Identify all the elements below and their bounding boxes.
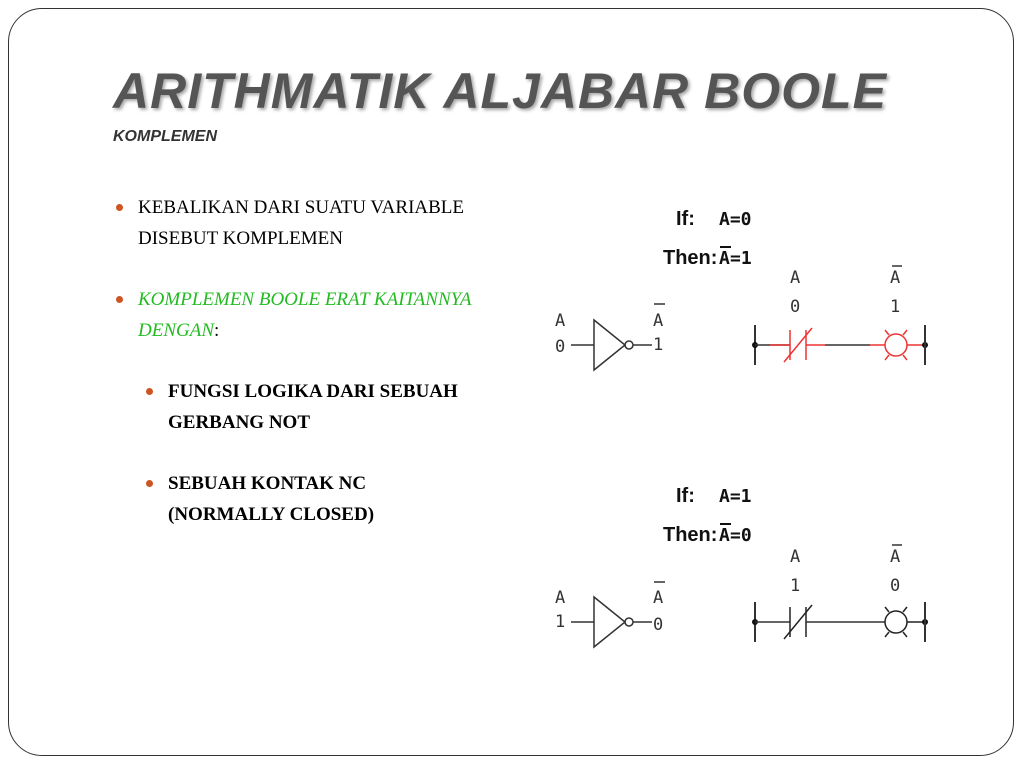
if-label: If: [676,208,695,230]
if-expression: A=0 [719,209,752,230]
lamp-name: A [890,268,901,288]
lamp-value: 1 [890,297,901,317]
then-value: =0 [730,525,752,546]
gate-input-value: 0 [555,337,566,357]
then-label: Then: [663,524,718,546]
slide-title: ARITHMATIK ALJABAR BOOLE [113,63,887,119]
bullet-text: SEBUAH KONTAK NC (NORMALLY CLOSED) [168,473,375,525]
bullet-colon: : [214,320,220,341]
then-variable: A [719,248,730,269]
then-variable: A [719,525,730,546]
contact-value: 0 [790,297,801,317]
if-expression: A=1 [719,486,752,507]
nc-contact-icon [770,328,825,362]
contact-value: 1 [790,576,801,596]
inverter-bubble-icon [625,618,633,626]
gate-input-value: 1 [555,612,566,632]
gate-output-name: A [653,311,664,331]
lamp-name: A [890,547,901,567]
lamp-on-icon [870,330,925,360]
bullet-text: KEBALIKAN DARI SUATU VARIABLE DISEBUT KOMPLEMEN [138,197,464,249]
lamp-value: 0 [890,576,901,596]
inverter-bubble-icon [625,341,633,349]
not-gate-icon [594,320,625,370]
slide-subtitle: KOMPLEMEN [113,128,217,145]
if-label: If: [676,485,695,507]
gate-input-name: A [555,588,566,608]
contact-name: A [790,547,801,567]
diagram-top [555,208,928,370]
lamp-off-icon [885,607,925,637]
gate-output-value: 0 [653,615,664,635]
gate-output-value: 1 [653,335,664,355]
gate-output-name: A [653,588,664,608]
contact-name: A [790,268,801,288]
gate-input-name: A [555,311,566,331]
then-value: =1 [730,248,752,269]
then-label: Then: [663,247,718,269]
bullet-text: FUNGSI LOGIKA DARI SEBUAH GERBANG NOT [168,381,458,433]
bullet-text: KOMPLEMEN BOOLE ERAT KAITANNYA DENGAN [138,289,472,341]
not-gate-icon [594,597,625,647]
diagram-bottom [555,485,928,647]
